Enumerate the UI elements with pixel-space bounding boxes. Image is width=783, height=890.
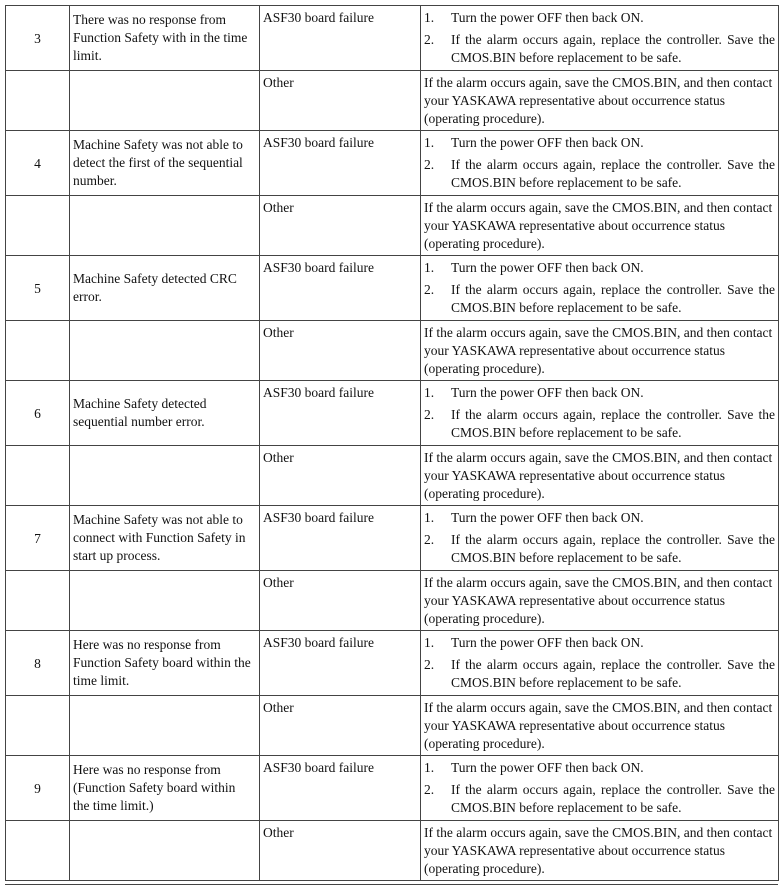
cause-other-cell: Other — [260, 71, 421, 131]
cause-cell: ASF30 board failure — [260, 631, 421, 696]
alarm-subcode-cell: 3 — [6, 6, 70, 71]
description-line: Function Safety with in the time — [73, 30, 248, 45]
table-row — [6, 196, 779, 256]
step-text: Turn the power OFF then back ON. — [451, 10, 644, 25]
description-line: Machine Safety detected CRC — [73, 271, 237, 286]
remedy-other-cell: If the alarm occurs again, save the CMOS.BIN, and then contact your YASKAWA representative about occurrence status (operating procedure). — [421, 571, 779, 631]
empty-cell — [70, 696, 260, 756]
description-line: sequential number error. — [73, 414, 205, 429]
cause-other-cell: Other — [260, 321, 421, 381]
step-number: 1. — [424, 135, 435, 150]
description-line: detect the first of the sequential — [73, 155, 243, 170]
remedy-other-cell: If the alarm occurs again, save the CMOS.BIN, and then contact your YASKAWA representative about occurrence status (operating procedure). — [421, 821, 779, 881]
alarm-description-cell — [70, 131, 260, 196]
remedy-other-cell: If the alarm occurs again, save the CMOS.BIN, and then contact your YASKAWA representative about occurrence status (operating procedure). — [421, 196, 779, 256]
empty-cell — [70, 321, 260, 381]
remedy-step — [424, 509, 775, 527]
step-text: If the alarm occurs again, replace the controller. Save the CMOS.BIN before replacement to be safe. — [451, 407, 775, 440]
step-number: 2. — [424, 782, 435, 797]
remedy-step — [424, 259, 775, 277]
remedy-other-cell: If the alarm occurs again, save the CMOS.BIN, and then contact your YASKAWA representative about occurrence status (operating procedure). — [421, 321, 779, 381]
remedy-cell — [421, 131, 779, 196]
description-line: connect with Function Safety in — [73, 530, 246, 545]
cause-cell: ASF30 board failure — [260, 756, 421, 821]
cause-cell: ASF30 board failure — [260, 506, 421, 571]
table-row — [6, 756, 779, 821]
step-number: 1. — [424, 10, 435, 25]
table-row — [6, 506, 779, 571]
remedy-step — [424, 656, 775, 692]
description-line: Here was no response from — [73, 637, 221, 652]
table-row — [6, 381, 779, 446]
step-text: If the alarm occurs again, replace the controller. Save the CMOS.BIN before replacement to be safe. — [451, 782, 775, 815]
step-number: 2. — [424, 657, 435, 672]
alarm-description-cell — [70, 506, 260, 571]
remedy-other-cell: If the alarm occurs again, save the CMOS.BIN, and then contact your YASKAWA representative about occurrence status (operating procedure). — [421, 71, 779, 131]
table-row — [6, 6, 779, 71]
remedy-steps-list — [424, 509, 775, 567]
empty-cell — [6, 821, 70, 881]
remedy-step — [424, 634, 775, 652]
remedy-step — [424, 384, 775, 402]
description-line: (Function Safety board within — [73, 780, 236, 795]
step-number: 1. — [424, 260, 435, 275]
step-number: 2. — [424, 282, 435, 297]
description-line: time limit. — [73, 673, 130, 688]
remedy-step — [424, 781, 775, 817]
cause-cell: ASF30 board failure — [260, 6, 421, 71]
step-number: 2. — [424, 157, 435, 172]
remedy-steps-list — [424, 9, 775, 67]
step-text: If the alarm occurs again, replace the controller. Save the CMOS.BIN before replacement to be safe. — [451, 32, 775, 65]
step-text: Turn the power OFF then back ON. — [451, 260, 644, 275]
step-number: 2. — [424, 532, 435, 547]
step-number: 2. — [424, 407, 435, 422]
remedy-step — [424, 531, 775, 567]
remedy-steps-list — [424, 759, 775, 817]
alarm-description-cell — [70, 631, 260, 696]
table-row — [6, 571, 779, 631]
empty-cell — [70, 71, 260, 131]
description-line: Machine Safety was not able to — [73, 512, 243, 527]
cause-cell: ASF30 board failure — [260, 381, 421, 446]
alarm-subcode-cell: 5 — [6, 256, 70, 321]
description-line: limit. — [73, 48, 102, 63]
table-row — [6, 696, 779, 756]
description-line: Here was no response from — [73, 762, 221, 777]
step-text: Turn the power OFF then back ON. — [451, 385, 644, 400]
cause-other-cell: Other — [260, 696, 421, 756]
remedy-step — [424, 406, 775, 442]
empty-cell — [6, 696, 70, 756]
remedy-cell — [421, 256, 779, 321]
step-text: Turn the power OFF then back ON. — [451, 635, 644, 650]
empty-cell — [70, 446, 260, 506]
alarm-description-cell — [70, 6, 260, 71]
step-number: 1. — [424, 760, 435, 775]
table-row — [6, 256, 779, 321]
description-line: start up process. — [73, 548, 161, 563]
step-text: If the alarm occurs again, replace the controller. Save the CMOS.BIN before replacement to be safe. — [451, 282, 775, 315]
remedy-other-cell: If the alarm occurs again, save the CMOS.BIN, and then contact your YASKAWA representative about occurrence status (operating procedure). — [421, 446, 779, 506]
table-row — [6, 321, 779, 381]
table-bottom-border — [5, 884, 778, 885]
cause-cell: ASF30 board failure — [260, 131, 421, 196]
empty-cell — [70, 821, 260, 881]
cause-other-cell: Other — [260, 821, 421, 881]
remedy-step — [424, 281, 775, 317]
step-text: If the alarm occurs again, replace the controller. Save the CMOS.BIN before replacement to be safe. — [451, 157, 775, 190]
step-text: Turn the power OFF then back ON. — [451, 135, 644, 150]
table-row — [6, 446, 779, 506]
alarm-subcode-cell: 7 — [6, 506, 70, 571]
empty-cell — [70, 196, 260, 256]
step-number: 1. — [424, 635, 435, 650]
empty-cell — [6, 321, 70, 381]
alarm-description-cell — [70, 256, 260, 321]
remedy-steps-list — [424, 134, 775, 192]
remedy-steps-list — [424, 259, 775, 317]
step-text: If the alarm occurs again, replace the controller. Save the CMOS.BIN before replacement to be safe. — [451, 532, 775, 565]
description-line: error. — [73, 289, 102, 304]
alarm-description-cell — [70, 381, 260, 446]
table-row — [6, 821, 779, 881]
remedy-step — [424, 31, 775, 67]
remedy-step — [424, 9, 775, 27]
remedy-cell — [421, 756, 779, 821]
remedy-step — [424, 134, 775, 152]
remedy-cell — [421, 506, 779, 571]
description-line: Machine Safety was not able to — [73, 137, 243, 152]
alarm-description-cell — [70, 756, 260, 821]
description-line: the time limit.) — [73, 798, 154, 813]
alarm-subcode-cell: 4 — [6, 131, 70, 196]
remedy-cell — [421, 631, 779, 696]
step-number: 1. — [424, 385, 435, 400]
table-row — [6, 131, 779, 196]
alarm-subcode-cell: 9 — [6, 756, 70, 821]
remedy-step — [424, 156, 775, 192]
remedy-steps-list — [424, 384, 775, 442]
remedy-cell — [421, 6, 779, 71]
cause-other-cell: Other — [260, 196, 421, 256]
description-line: Machine Safety detected — [73, 396, 207, 411]
table-row — [6, 71, 779, 131]
cause-cell: ASF30 board failure — [260, 256, 421, 321]
description-line: number. — [73, 173, 117, 188]
empty-cell — [6, 571, 70, 631]
alarm-subcode-cell: 8 — [6, 631, 70, 696]
step-text: Turn the power OFF then back ON. — [451, 510, 644, 525]
empty-cell — [70, 571, 260, 631]
cause-other-cell: Other — [260, 446, 421, 506]
step-text: If the alarm occurs again, replace the controller. Save the CMOS.BIN before replacement to be safe. — [451, 657, 775, 690]
cause-other-cell: Other — [260, 571, 421, 631]
alarm-subcode-cell: 6 — [6, 381, 70, 446]
alarm-remedy-table — [5, 5, 779, 881]
empty-cell — [6, 71, 70, 131]
empty-cell — [6, 446, 70, 506]
table-row — [6, 631, 779, 696]
empty-cell — [6, 196, 70, 256]
remedy-step — [424, 759, 775, 777]
step-number: 1. — [424, 510, 435, 525]
step-text: Turn the power OFF then back ON. — [451, 760, 644, 775]
step-number: 2. — [424, 32, 435, 47]
description-line: Function Safety board within the — [73, 655, 251, 670]
remedy-other-cell: If the alarm occurs again, save the CMOS.BIN, and then contact your YASKAWA representative about occurrence status (operating procedure). — [421, 696, 779, 756]
remedy-steps-list — [424, 634, 775, 692]
description-line: There was no response from — [73, 12, 226, 27]
alarm-remedy-document — [5, 5, 779, 881]
table-body — [6, 6, 779, 881]
remedy-cell — [421, 381, 779, 446]
